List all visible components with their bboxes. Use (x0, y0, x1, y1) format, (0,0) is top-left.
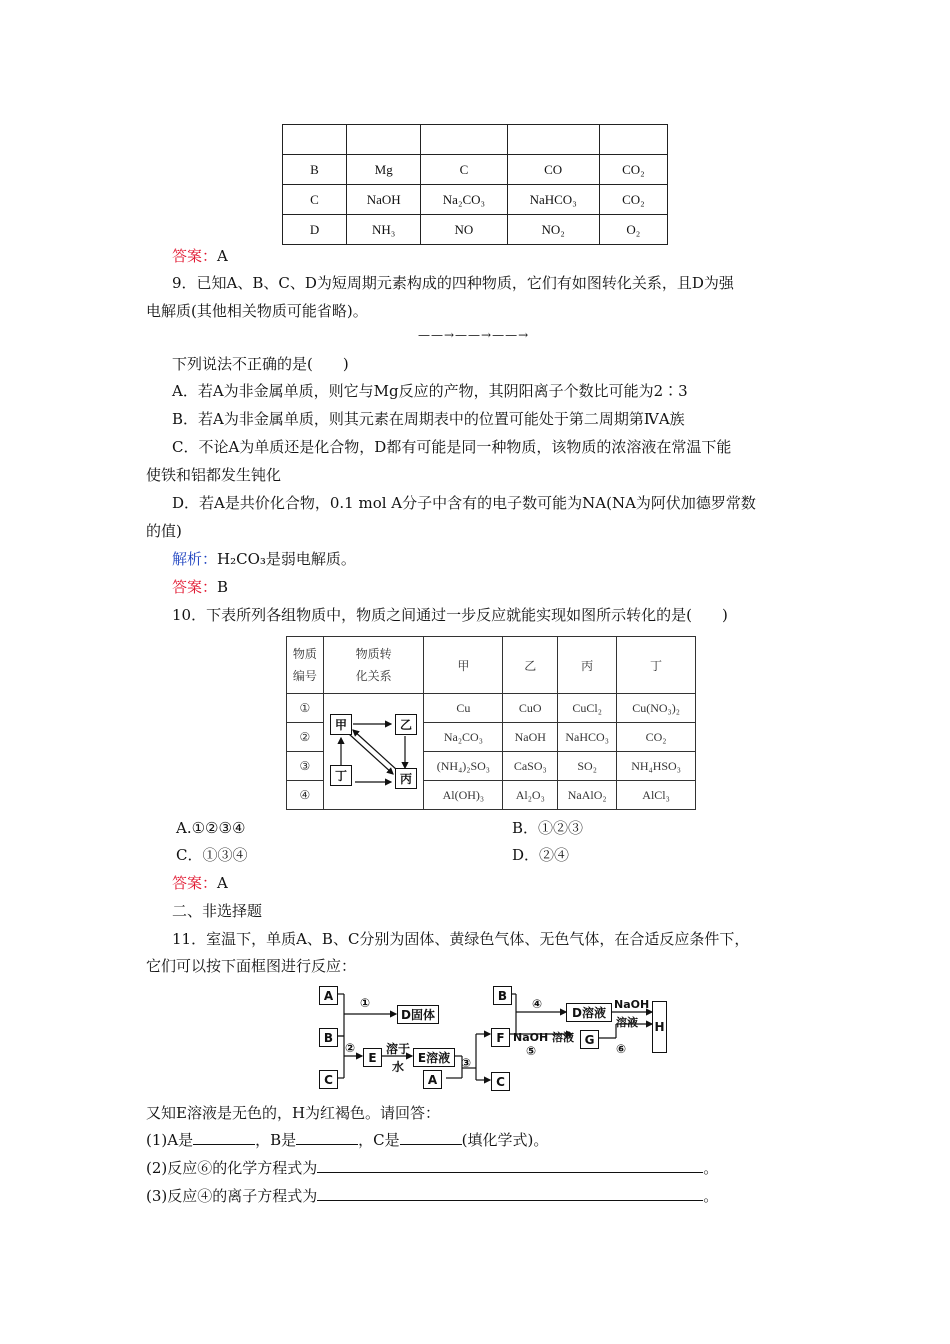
q9-option-a: A．若A为非金属单质，则它与Mg反应的产物，其阴阳离子个数比可能为2∶3 (172, 382, 688, 400)
q11-part-2: (2)反应⑥的化学方程式为 。 (146, 1159, 719, 1177)
box-d-solution: D溶液 (566, 1003, 612, 1022)
q9-prompt: 下列说法不正确的是( ) (172, 355, 349, 373)
node-bing: 丙 (395, 768, 417, 789)
label-naoh-sol: 溶液 (616, 1016, 638, 1029)
label-naoh-solution: NaOH 溶液 (513, 1031, 575, 1044)
box-a: A (319, 986, 338, 1005)
table-row (283, 125, 668, 155)
box-d-solid: D固体 (397, 1005, 439, 1024)
label-dissolve: 溶于 (386, 1042, 411, 1056)
label-naoh: NaOH (614, 998, 650, 1011)
q10-option-c: C．①③④ (176, 846, 248, 864)
box-f: F (491, 1028, 510, 1047)
table-row: ④ Al(OH)₃ Al₂O₃ NaAlO₂ AlCl₃ (287, 781, 696, 810)
table-row: ③ (NH₄)₂SO₃ CaSO₃ SO₂ NH₄HSO₃ (287, 752, 696, 781)
box-c2: C (491, 1072, 510, 1091)
box-e-solution: E溶液 (413, 1048, 455, 1067)
box-h: H (652, 1001, 667, 1053)
q9-option-c-cont: 使铁和铝都发生钝化 (146, 466, 282, 484)
label-1: ① (360, 996, 371, 1010)
label-5: ⑤ (526, 1044, 537, 1058)
label-4: ④ (532, 997, 543, 1011)
q10-option-d: D．②④ (512, 846, 570, 864)
q9-option-c: C．不论A为单质还是化合物，D都有可能是同一种物质，该物质的浓溶液在常温下能 (172, 438, 732, 456)
table-row: B Mg C CO CO₂ (283, 155, 668, 185)
q9-analysis: 解析：H₂CO₃是弱电解质。 (172, 550, 356, 568)
node-jia: 甲 (330, 714, 352, 735)
q9-stem-cont: 电解质(其他相关物质可能省略)。 (146, 302, 368, 320)
answer-blank-a[interactable] (193, 1130, 255, 1145)
label-3: ③ (461, 1056, 472, 1070)
q11-part-3: (3)反应④的离子方程式为 。 (146, 1187, 719, 1205)
answer-blank-equation-4[interactable] (317, 1186, 703, 1201)
q11-note: 又知E溶液是无色的，H为红褐色。请回答： (146, 1104, 441, 1122)
section-heading: 二、非选择题 (172, 902, 263, 920)
q10-cycle-arrows (323, 694, 423, 806)
answer-blank-c[interactable] (400, 1130, 462, 1145)
box-b: B (319, 1028, 338, 1047)
answer-blank-b[interactable] (296, 1130, 358, 1145)
q11-part-1: (1)A是 ，B是 ，C是 (填化学式)。 (146, 1131, 549, 1149)
q10-option-a: A.①②③④ (176, 819, 246, 837)
box-a2: A (423, 1070, 442, 1089)
table-row: C NaOH Na₂CO₃ NaHCO₃ CO₂ (283, 185, 668, 215)
q9-option-b: B．若A为非金属单质，则其元素在周期表中的位置可能处于第二周期第ⅣA族 (172, 410, 685, 428)
q9-answer: 答案：B (172, 578, 229, 596)
box-e: E (363, 1048, 382, 1067)
q10-stem: 10．下表所列各组物质中，物质之间通过一步反应就能实现如图所示转化的是( ) (172, 606, 728, 624)
label-6: ⑥ (616, 1042, 627, 1056)
table-row: ② Na₂CO₃ NaOH NaHCO₃ CO₂ (287, 723, 696, 752)
node-yi: 乙 (395, 714, 417, 735)
q11-stem: 11．室温下，单质A、B、C分别为固体、黄绿色气体、无色气体，在合适反应条件下， (172, 930, 750, 948)
answer-options-table (282, 124, 668, 245)
q9-option-d-cont: 的值) (146, 522, 182, 540)
q11-stem-cont: 它们可以按下面框图进行反应： (146, 957, 357, 975)
q9-transform-arrows: ——→——→——→ (418, 328, 530, 342)
arrow-jia-to-bing (349, 734, 393, 774)
q10-option-b: B．①②③ (512, 819, 584, 837)
node-ding: 丁 (330, 765, 352, 786)
answer-blank-equation-6[interactable] (317, 1158, 703, 1173)
q9-stem: 9．已知A、B、C、D为短周期元素构成的四种物质，它们有如图转化关系，且D为强 (172, 274, 734, 292)
box-b2: B (493, 986, 512, 1005)
q9-option-d: D．若A是共价化合物，0.1 mol A分子中含有的电子数可能为NA(NA为阿伏加德罗常数 (172, 494, 756, 512)
label-water: 水 (392, 1060, 405, 1074)
q10-answer: 答案：A (172, 874, 228, 892)
box-c: C (319, 1070, 338, 1089)
label-2: ② (345, 1041, 356, 1055)
table-row: D NH₃ NO NO₂ O₂ (283, 215, 668, 245)
table-row: ① Cu CuO CuCl₂ Cu(NO₃)₂ (287, 694, 696, 723)
box-g: G (580, 1030, 599, 1049)
q8-answer: 答案：A (172, 247, 228, 265)
arrow-bing-to-jia (353, 730, 397, 770)
table-header-row: 物质 编号 物质转 化关系 甲 乙 丙 丁 (287, 637, 696, 694)
